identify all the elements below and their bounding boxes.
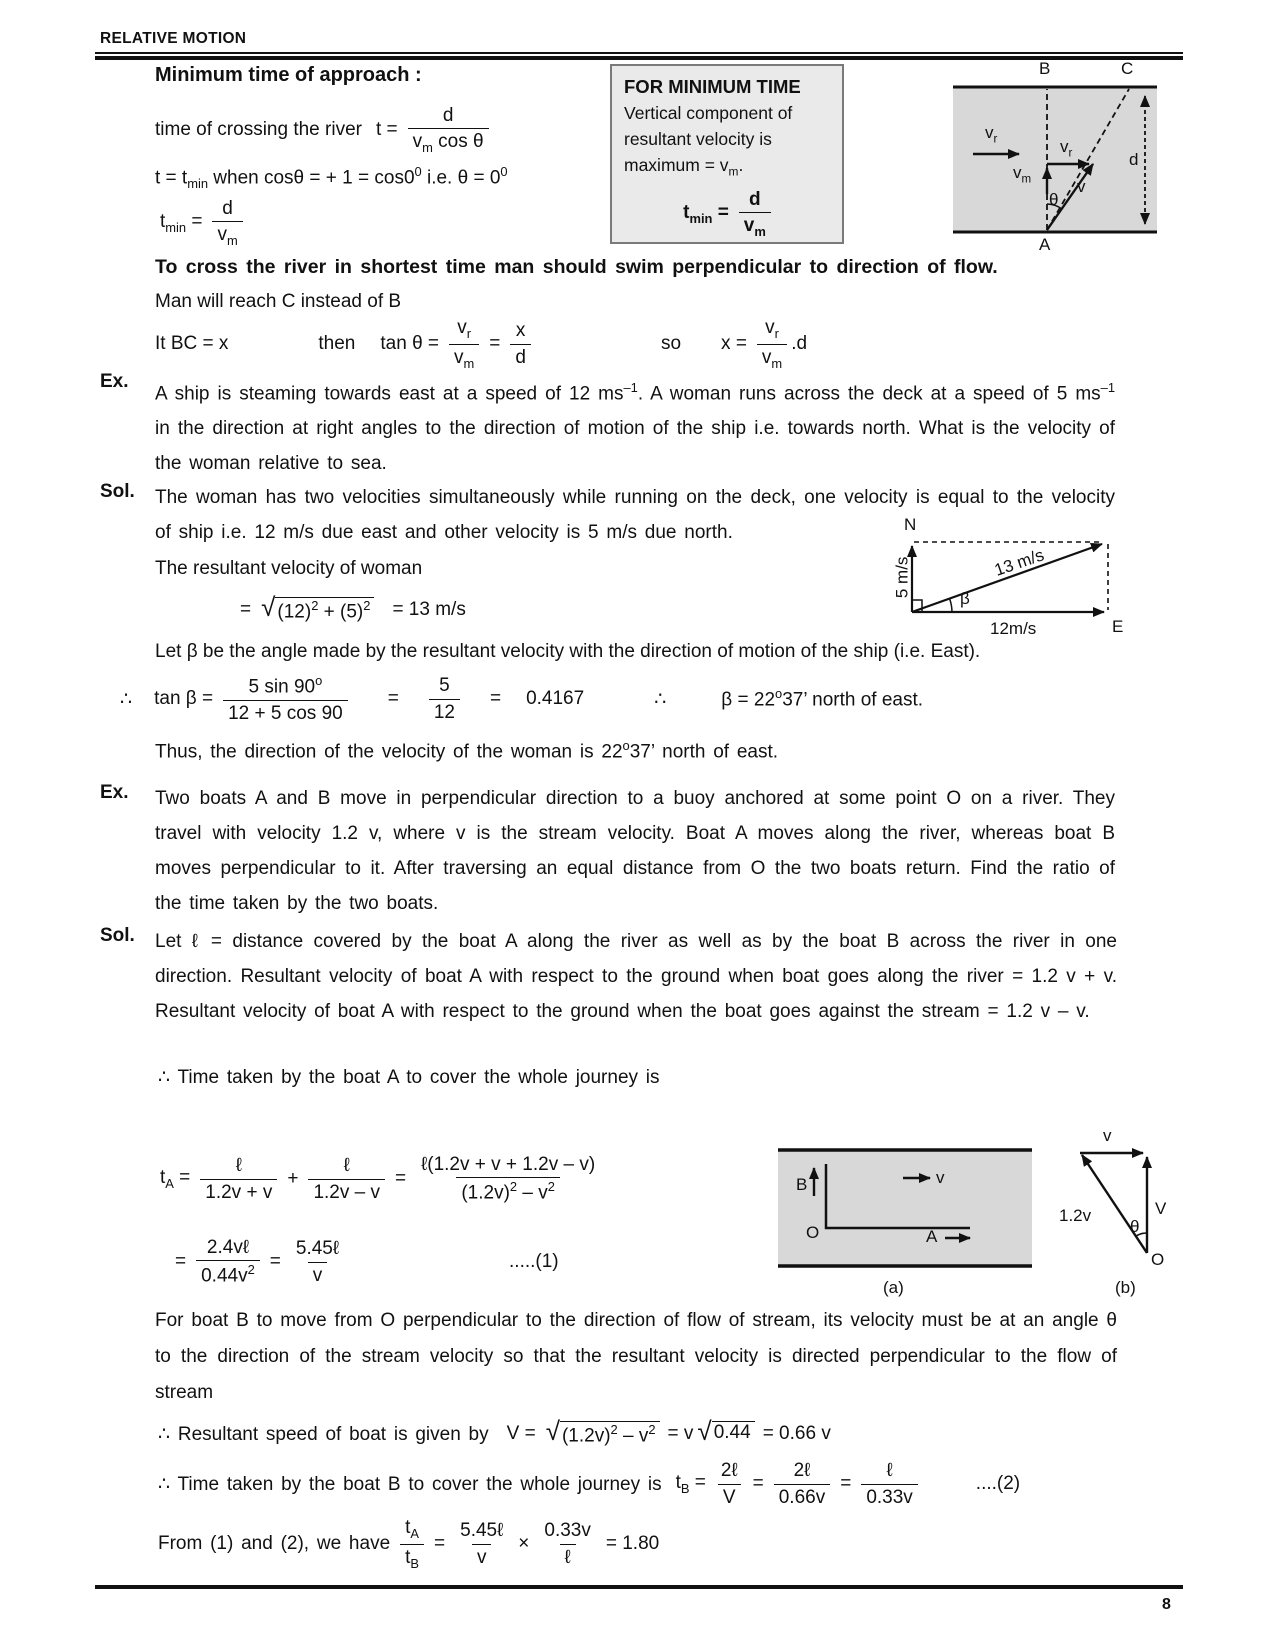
boat-speed-12v-arrow <box>1082 1155 1147 1253</box>
label-east: E <box>1112 617 1124 636</box>
dot-d-text: .d <box>791 333 808 354</box>
fraction-2l-066v <box>774 1460 830 1508</box>
fraction-5sin90-den: 12 + 5 cos 90 <box>223 700 348 724</box>
fraction-l-12vminusv <box>308 1155 385 1203</box>
ship-velocity-diagram <box>890 516 1130 646</box>
box-body-line3: maximum = $v_m$. <box>624 155 744 179</box>
box-body-line2: resultant velocity is <box>624 129 772 149</box>
frac-num: ℓ(1.2v + v + 1.2v – v) <box>421 1154 596 1176</box>
label-d: d <box>1129 150 1139 169</box>
label-vr-inner: $v_r$ <box>1060 137 1073 160</box>
equals-sign: = <box>395 1168 407 1189</box>
ex2-text: Two boats A and B move in perpendicular direction to a buoy anchored at some point O on a river. They travel with velocity 1.2 v, where v is the stream velocity. Boat A moves along the river, whereas boat B moves perpendicular to it. After traversing an equal distance from O the two boats return. Find the ratio of the time taken by the two boats. <box>155 788 1115 914</box>
ratio-result: = 1.80 <box>605 1533 660 1554</box>
beta-result: $\beta = 22^o37$’ north of east. <box>721 686 924 711</box>
ratio-equation-row <box>158 1506 659 1582</box>
frac-den: $0.44v^2$ <box>196 1260 260 1287</box>
fraction-x-result <box>757 317 787 371</box>
fraction-tmin <box>212 198 242 249</box>
plus-sign: + <box>287 1168 299 1189</box>
fraction-combined <box>416 1154 600 1204</box>
equals-sign: = <box>434 1533 446 1554</box>
label-v: v <box>1077 177 1086 196</box>
time-boatA-line: ∴ Time taken by the boat A to cover the whole journey is <box>158 1067 660 1088</box>
label-theta: θ <box>1130 1217 1140 1236</box>
frac-den: 0.33v <box>861 1484 917 1508</box>
river-crossing-diagram <box>945 58 1170 263</box>
fraction-5sin90 <box>223 674 348 724</box>
fraction-tmin-den: $v_m$ <box>212 221 242 248</box>
frac-num: ℓ <box>235 1155 242 1177</box>
box-fraction-den: $v_m$ <box>739 212 771 239</box>
fraction-vr-vm-num: $v_r$ <box>457 317 472 342</box>
label-C: C <box>1121 59 1134 78</box>
label-12v: 1.2v <box>1059 1206 1092 1225</box>
tmin-equation <box>160 192 243 254</box>
boat-a-svg <box>778 1146 1032 1272</box>
fraction-033v-l <box>539 1520 595 1568</box>
tA-simplified-row <box>175 1226 559 1298</box>
tB-text: ∴ Time taken by the boat B to cover the whole journey is <box>158 1473 662 1495</box>
boat-vector-diagram-b <box>1035 1115 1185 1300</box>
radical-sign: √ <box>545 1415 560 1446</box>
section-heading: Minimum time of approach : <box>155 64 422 86</box>
frac-num: 5.45ℓ <box>460 1520 504 1542</box>
fraction-5-12-den: 12 <box>429 699 460 723</box>
tB-lhs: $t_B$ = <box>675 1472 706 1496</box>
fraction-vr-vm <box>449 317 479 371</box>
river-water <box>953 87 1157 232</box>
label-V: V <box>1155 1199 1167 1218</box>
therefore-symbol: ∴ <box>120 688 133 710</box>
caption-a: (a) <box>883 1278 904 1297</box>
resultant-velocity-line: The resultant velocity of woman <box>155 558 423 579</box>
fraction-x-result-den: $v_m$ <box>757 344 787 371</box>
equals-sign: = <box>175 1251 187 1272</box>
footer-rule <box>95 1585 1183 1589</box>
box-tmin-lhs: $t_{min}$ = <box>683 201 729 226</box>
caption-b: (b) <box>1115 1278 1136 1297</box>
ex1-label: Ex. <box>100 371 129 392</box>
frac-den: v <box>472 1544 492 1568</box>
frac-den: $(1.2v)^2 - v^2$ <box>456 1177 560 1204</box>
frac-den: 1.2v – v <box>308 1179 385 1203</box>
resultant-arrow-13ms <box>912 544 1102 612</box>
fraction-x-d <box>510 320 531 368</box>
sol1-label: Sol. <box>100 481 135 502</box>
tan-beta-lhs: tan β = <box>154 688 214 709</box>
crossing-time-text: time of crossing the river <box>155 119 362 140</box>
frac-den: $t_B$ <box>400 1544 424 1571</box>
radical-sign: √ <box>697 1416 712 1446</box>
label-O: O <box>1151 1250 1165 1269</box>
frac-num: 2ℓ <box>720 1460 738 1482</box>
label-beta: β <box>960 589 970 608</box>
tan-value: 0.4167 <box>526 688 585 709</box>
reach-c-line: Man will reach C instead of B <box>155 291 402 312</box>
crossing-time-equation <box>155 98 489 162</box>
so-word: so <box>660 333 682 354</box>
fraction-l-12vplusv <box>200 1155 277 1203</box>
box-body-line1: Vertical component of <box>624 103 793 123</box>
frac-den: 1.2v + v <box>200 1179 277 1203</box>
for-minimum-time-box <box>610 64 844 244</box>
label-vm: $v_m$ <box>1013 163 1032 186</box>
equals-13ms: = 13 m/s <box>392 599 466 620</box>
tmin-condition-line: $t = t_{min}$ when cosθ = + $1 = \cos 0^0$ i.e. $\theta = 0^0$ <box>155 164 508 192</box>
sol2-paragraph: Let ℓ = distance covered by the boat A along the river as well as by the boat B across the river in one direction. Resultant velocity of boat A with respect to the ground when boat goes along the river = 1.2 v + v. Resultant velocity of boat A with respect to the ground when the boat goes against the stream = 1.2 v – v. <box>155 931 1117 1022</box>
frac-num: ℓ <box>343 1155 350 1177</box>
boatB-explanation-paragraph: For boat B to move from O perpendicular to the direction of flow of stream, its velocity must be at an angle θ to the direction of the stream velocity so that the resultant velocity is directed perpendicular to the flow of stream <box>155 1310 1117 1403</box>
frac-num: 2.4vℓ <box>206 1237 249 1259</box>
box-title: FOR MINIMUM TIME <box>624 76 801 97</box>
fraction-x-d-den: d <box>510 344 531 368</box>
equals-sign: = <box>752 1473 764 1494</box>
x-lhs: x = <box>721 333 747 354</box>
fraction-5-12 <box>429 675 460 723</box>
label-A: A <box>926 1227 938 1246</box>
label-13ms: 13 m/s <box>992 545 1047 580</box>
radical-sign: √ <box>261 591 276 622</box>
equals-sign: = <box>489 333 501 354</box>
box-fraction-tmin <box>739 189 771 240</box>
fraction-x-result-num: $v_r$ <box>765 317 779 342</box>
fraction-5sin90-num: 5 sin 90$^o$ <box>248 673 323 698</box>
resultant-magnitude-equation <box>240 585 466 635</box>
fraction-t-den: $v_m$ cos θ <box>408 128 489 155</box>
ex2-label: Ex. <box>100 782 129 803</box>
times-sign: × <box>518 1533 530 1554</box>
equation-ref-2: ....(2) <box>975 1473 1021 1494</box>
label-v: v <box>1103 1126 1112 1145</box>
page-header-title: RELATIVE MOTION <box>100 30 247 47</box>
fraction-x-d-num: x <box>515 320 526 342</box>
sqrt-12-5 <box>261 591 374 623</box>
label-B: B <box>796 1175 808 1194</box>
frac-num: 5.45ℓ <box>295 1238 340 1260</box>
header-rule-thin <box>95 52 1183 54</box>
equals-sign: = <box>387 688 399 709</box>
box-fraction-num: d <box>749 188 761 210</box>
label-vr-outer: $v_r$ <box>985 123 998 146</box>
radicand-12v-v: $(1.2v)^2 - v^2$ <box>560 1421 660 1447</box>
sqrt-044 <box>697 1416 754 1447</box>
equals-sign: = <box>840 1473 852 1494</box>
tan-beta-equation <box>120 666 923 732</box>
equals-v: = v <box>667 1423 694 1444</box>
ex1-text: A ship is steaming towards east at a speed of 12 $ms^{-1}$. A woman runs across the deck at a speed of 5 $ms^{-1}$ in the direction at right angles to the direction of motion of the ship i.e. towards north. What is the velocity of the woman relative to sea. <box>155 380 1115 475</box>
frac-num: $t_A$ <box>405 1517 420 1542</box>
fraction-545l-v2 <box>455 1520 508 1568</box>
t-equals: t = <box>375 119 398 140</box>
frac-den: V <box>718 1484 741 1508</box>
sol2-label: Sol. <box>100 925 135 946</box>
river-water <box>778 1149 1032 1266</box>
tan-theta-lhs: tan θ = <box>380 333 440 354</box>
beta-definition-line: Let β be the angle made by the resultant velocity with the direction of motion of the ship (i.e. East). <box>155 641 981 662</box>
fraction-t <box>408 105 489 156</box>
frac-num: 2ℓ <box>793 1460 811 1482</box>
fraction-tA-tB <box>400 1517 424 1571</box>
sol1-paragraph: The woman has two velocities simultaneously while running on the deck, one velocity is equal to the velocity of ship i.e. 12 m/s due east and other velocity is 5 m/s due north. <box>155 487 1115 543</box>
shortest-time-statement: To cross the river in shortest time man should swim perpendicular to direction of flow. <box>155 256 998 278</box>
it-bc-text: It BC = x <box>155 333 229 354</box>
label-B: B <box>1039 59 1051 78</box>
label-12ms: 12m/s <box>990 619 1037 638</box>
label-5ms: 5 m/s <box>892 556 912 599</box>
frac-num: ℓ <box>886 1460 893 1482</box>
frac-num: 0.33v <box>544 1520 591 1542</box>
tmin-lhs: $t_{min}$ = <box>160 211 203 235</box>
therefore-symbol: ∴ <box>654 688 667 710</box>
equals-066v: = 0.66 v <box>762 1423 831 1444</box>
label-north: N <box>904 515 917 534</box>
label-A: A <box>1039 235 1051 254</box>
fraction-l-033v <box>861 1460 917 1508</box>
tA-equation-row <box>160 1134 600 1224</box>
thus-direction-line: Thus, the direction of the velocity of the woman is 22$^o$37’ north of east. <box>155 738 779 763</box>
boat-river-diagram-a <box>778 1146 1032 1301</box>
page-number: 8 <box>1162 1596 1171 1613</box>
bc-equation-row <box>155 312 807 376</box>
label-O: O <box>806 1223 820 1242</box>
fraction-tmin-num: d <box>222 197 233 219</box>
equals-sign: = <box>269 1251 281 1272</box>
from-text: From (1) and (2), we have <box>158 1533 391 1554</box>
equation-ref-1: .....(1) <box>509 1251 559 1272</box>
fraction-24vl <box>196 1237 260 1287</box>
label-theta: θ <box>1049 190 1059 209</box>
beta-arc <box>950 599 952 612</box>
tA-lhs: $t_A$ = <box>160 1167 191 1191</box>
equals-lhs: = <box>240 599 252 620</box>
fraction-5-12-num: 5 <box>439 675 450 697</box>
label-v: v <box>936 1168 945 1187</box>
frac-den: ℓ <box>560 1544 576 1568</box>
radicand-12-5: $(12)^2 + (5)^2$ <box>275 597 374 623</box>
fraction-t-num: d <box>442 104 454 126</box>
fraction-vr-vm-den: $v_m$ <box>449 344 479 371</box>
frac-den: 0.66v <box>774 1484 830 1508</box>
fraction-2l-V <box>716 1460 743 1508</box>
radicand-044: 0.44 <box>712 1421 755 1444</box>
then-word: then <box>318 333 356 354</box>
equals-sign: = <box>489 688 502 709</box>
frac-den: v <box>308 1262 328 1286</box>
resultant-speed-text: ∴ Resultant speed of boat is given by <box>158 1423 489 1445</box>
sqrt-12v-v <box>545 1415 660 1447</box>
box-tmin-equation <box>624 189 830 240</box>
V-lhs: V = <box>506 1423 536 1444</box>
fraction-545l-v <box>291 1238 344 1286</box>
